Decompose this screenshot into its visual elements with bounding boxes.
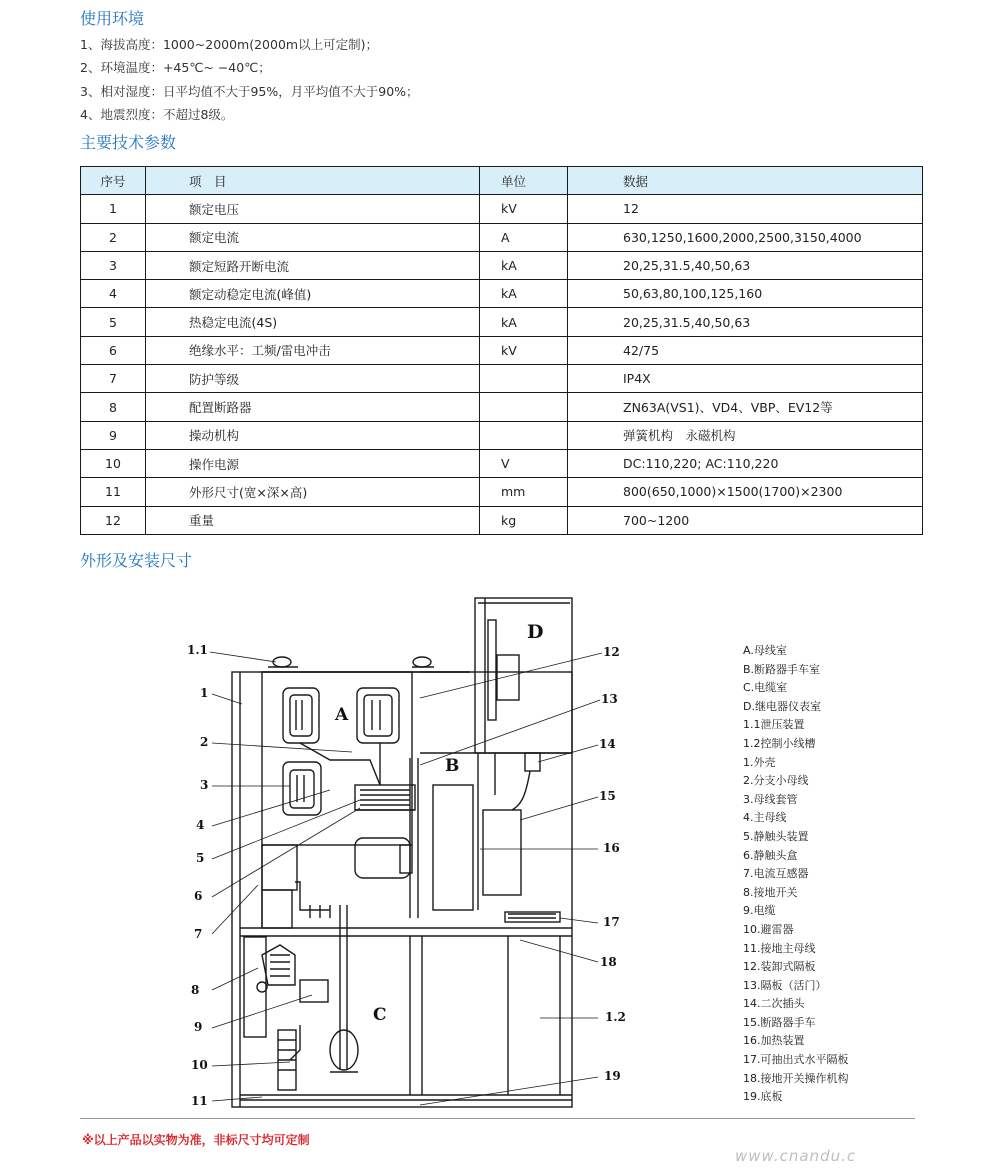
table-cell: 630,1250,1600,2000,2500,3150,4000 bbox=[568, 223, 923, 251]
table-cell: kV bbox=[480, 195, 568, 223]
table-cell: 11 bbox=[81, 478, 146, 506]
callout-label: 16 bbox=[603, 841, 620, 855]
table-cell: 50,63,80,100,125,160 bbox=[568, 280, 923, 308]
table-cell: V bbox=[480, 449, 568, 477]
divider bbox=[80, 1118, 915, 1119]
table-row bbox=[81, 393, 923, 421]
table-cell: 额定短路开断电流 bbox=[146, 251, 480, 279]
section-title-env: 使用环境 bbox=[80, 9, 145, 28]
table-row bbox=[81, 336, 923, 364]
callout-label: 10 bbox=[191, 1058, 208, 1072]
zone-label: D bbox=[527, 621, 544, 643]
table-cell: 配置断路器 bbox=[146, 393, 480, 421]
params-table bbox=[80, 166, 923, 535]
table-row bbox=[81, 251, 923, 279]
switchgear-diagram bbox=[180, 585, 740, 1115]
legend-item: 19.底板 bbox=[743, 1090, 783, 1104]
callout-label: 3 bbox=[200, 778, 209, 792]
callout-label: 11 bbox=[191, 1094, 208, 1108]
table-cell: 20,25,31.5,40,50,63 bbox=[568, 251, 923, 279]
table-cell: 操动机构 bbox=[146, 421, 480, 449]
callout-label: 4 bbox=[196, 818, 205, 832]
table-row bbox=[81, 506, 923, 534]
callout-label: 1.1 bbox=[187, 643, 208, 657]
table-cell: 42/75 bbox=[568, 336, 923, 364]
callout-label: 1.2 bbox=[605, 1010, 626, 1024]
table-cell: mm bbox=[480, 478, 568, 506]
header-cell: 数据 bbox=[568, 167, 923, 195]
table-cell: 防护等级 bbox=[146, 365, 480, 393]
callout-label: 9 bbox=[194, 1020, 203, 1034]
callout-label: 7 bbox=[194, 927, 203, 941]
table-cell: 7 bbox=[81, 365, 146, 393]
legend-item: A.母线室 bbox=[743, 644, 787, 657]
zone-label: C bbox=[373, 1005, 387, 1025]
section-title-dims: 外形及安装尺寸 bbox=[80, 551, 193, 570]
table-cell: 9 bbox=[81, 421, 146, 449]
table-cell: 12 bbox=[568, 195, 923, 223]
table-cell: 3 bbox=[81, 251, 146, 279]
table-cell: kA bbox=[480, 308, 568, 336]
footnote: ※以上产品以实物为准，非标尺寸均可定制 bbox=[82, 1133, 310, 1147]
callout-label: 19 bbox=[604, 1069, 621, 1083]
table-cell: A bbox=[480, 223, 568, 251]
zone-label: A bbox=[335, 705, 349, 725]
legend-item: B.断路器手车室 bbox=[743, 662, 821, 676]
table-cell: 800(650,1000)×1500(1700)×2300 bbox=[568, 478, 923, 506]
table-cell: 操作电源 bbox=[146, 449, 480, 477]
env-item: 4、地震烈度：不超过8级。 bbox=[80, 106, 234, 122]
legend-item: 1.外壳 bbox=[743, 755, 776, 769]
params-table-body bbox=[81, 195, 923, 535]
table-cell: 热稳定电流(4S) bbox=[146, 308, 480, 336]
callout-label: 12 bbox=[603, 645, 620, 659]
env-item: 3、相对湿度：日平均值不大于95%，月平均值不大于90%； bbox=[80, 83, 419, 99]
table-cell: 20,25,31.5,40,50,63 bbox=[568, 308, 923, 336]
legend-item: 16.加热装置 bbox=[743, 1034, 805, 1048]
callout-label: 17 bbox=[603, 915, 620, 929]
callout-label: 15 bbox=[599, 789, 616, 803]
callout-label: 8 bbox=[191, 983, 200, 997]
table-cell: 绝缘水平：工频/雷电冲击 bbox=[146, 336, 480, 364]
section-title-params: 主要技术参数 bbox=[80, 133, 177, 152]
env-item: 1、海拔高度：1000~2000m(2000m以上可定制)； bbox=[80, 37, 378, 52]
table-cell: 12 bbox=[81, 506, 146, 534]
table-row bbox=[81, 280, 923, 308]
callout-label: 2 bbox=[200, 735, 209, 749]
legend-item: 15.断路器手车 bbox=[743, 1015, 816, 1029]
legend-item: 5.静触头装置 bbox=[743, 829, 809, 843]
table-row bbox=[81, 449, 923, 477]
header-cell: 单位 bbox=[480, 167, 568, 195]
callout-label: 14 bbox=[599, 737, 616, 751]
callout-label: 18 bbox=[600, 955, 617, 969]
table-cell: 4 bbox=[81, 280, 146, 308]
legend-item: 14.二次插头 bbox=[743, 997, 805, 1011]
breaker-truck bbox=[433, 785, 473, 910]
table-cell: ZN63A(VS1)、VD4、VBP、EV12等 bbox=[568, 393, 923, 421]
table-cell: kA bbox=[480, 251, 568, 279]
table-cell: 额定动稳定电流(峰值) bbox=[146, 280, 480, 308]
table-cell: 1 bbox=[81, 195, 146, 223]
env-list bbox=[80, 33, 419, 126]
table-cell: kg bbox=[480, 506, 568, 534]
legend-item: 13.隔板（活门） bbox=[743, 978, 827, 992]
callout-label: 1 bbox=[200, 686, 209, 700]
table-cell: DC:110,220; AC:110,220 bbox=[568, 449, 923, 477]
callout-label: 5 bbox=[196, 851, 205, 865]
header-cell: 序号 bbox=[81, 167, 146, 195]
legend-item: C.电缆室 bbox=[743, 681, 788, 695]
table-row bbox=[81, 421, 923, 449]
legend-item: 12.装卸式隔板 bbox=[743, 960, 816, 974]
table-cell: 6 bbox=[81, 336, 146, 364]
table-cell bbox=[480, 365, 568, 393]
legend-item: D.继电器仪表室 bbox=[743, 699, 821, 713]
legend-item: 11.接地主母线 bbox=[743, 941, 816, 955]
table-cell: 10 bbox=[81, 449, 146, 477]
table-cell: 重量 bbox=[146, 506, 480, 534]
callout-label: 13 bbox=[601, 692, 618, 706]
table-cell: 5 bbox=[81, 308, 146, 336]
header-cell: 项 目 bbox=[146, 167, 480, 195]
busbar-compartment bbox=[262, 672, 412, 845]
table-row bbox=[81, 478, 923, 506]
legend-item: 1.2控制小线槽 bbox=[743, 736, 816, 750]
legend-item: 10.避雷器 bbox=[743, 922, 794, 936]
legend-item: 8.接地开关 bbox=[743, 885, 798, 899]
env-item: 2、环境温度：+45℃~ −40℃； bbox=[80, 60, 271, 76]
table-cell bbox=[480, 421, 568, 449]
legend-item: 2.分支小母线 bbox=[743, 774, 809, 788]
table-cell: 2 bbox=[81, 223, 146, 251]
diagram-legend bbox=[743, 642, 849, 1107]
legend-item: 7.电流互感器 bbox=[743, 867, 809, 881]
table-cell: kV bbox=[480, 336, 568, 364]
table-cell: IP4X bbox=[568, 365, 923, 393]
table-cell: 8 bbox=[81, 393, 146, 421]
relay-compartment bbox=[475, 598, 572, 753]
legend-item: 6.静触头盒 bbox=[743, 848, 798, 862]
table-header-row bbox=[81, 167, 923, 195]
table-row bbox=[81, 195, 923, 223]
legend-item: 18.接地开关操作机构 bbox=[743, 1071, 849, 1085]
table-cell bbox=[480, 393, 568, 421]
zone-label: B bbox=[445, 756, 460, 776]
table-cell: 外形尺寸(宽×深×高) bbox=[146, 478, 480, 506]
callout-label: 6 bbox=[194, 889, 203, 903]
table-cell: 弹簧机构 永磁机构 bbox=[568, 421, 923, 449]
legend-item: 17.可抽出式水平隔板 bbox=[743, 1053, 849, 1067]
table-row bbox=[81, 223, 923, 251]
table-row bbox=[81, 308, 923, 336]
legend-item: 1.1泄压装置 bbox=[743, 718, 805, 732]
legend-item: 9.电缆 bbox=[743, 904, 776, 918]
table-cell: kA bbox=[480, 280, 568, 308]
legend-item: 4.主母线 bbox=[743, 811, 787, 825]
watermark: www.cnandu.c bbox=[735, 1147, 857, 1165]
table-cell: 700~1200 bbox=[568, 506, 923, 534]
table-cell: 额定电压 bbox=[146, 195, 480, 223]
table-cell: 额定电流 bbox=[146, 223, 480, 251]
table-row bbox=[81, 365, 923, 393]
legend-item: 3.母线套管 bbox=[743, 792, 798, 806]
